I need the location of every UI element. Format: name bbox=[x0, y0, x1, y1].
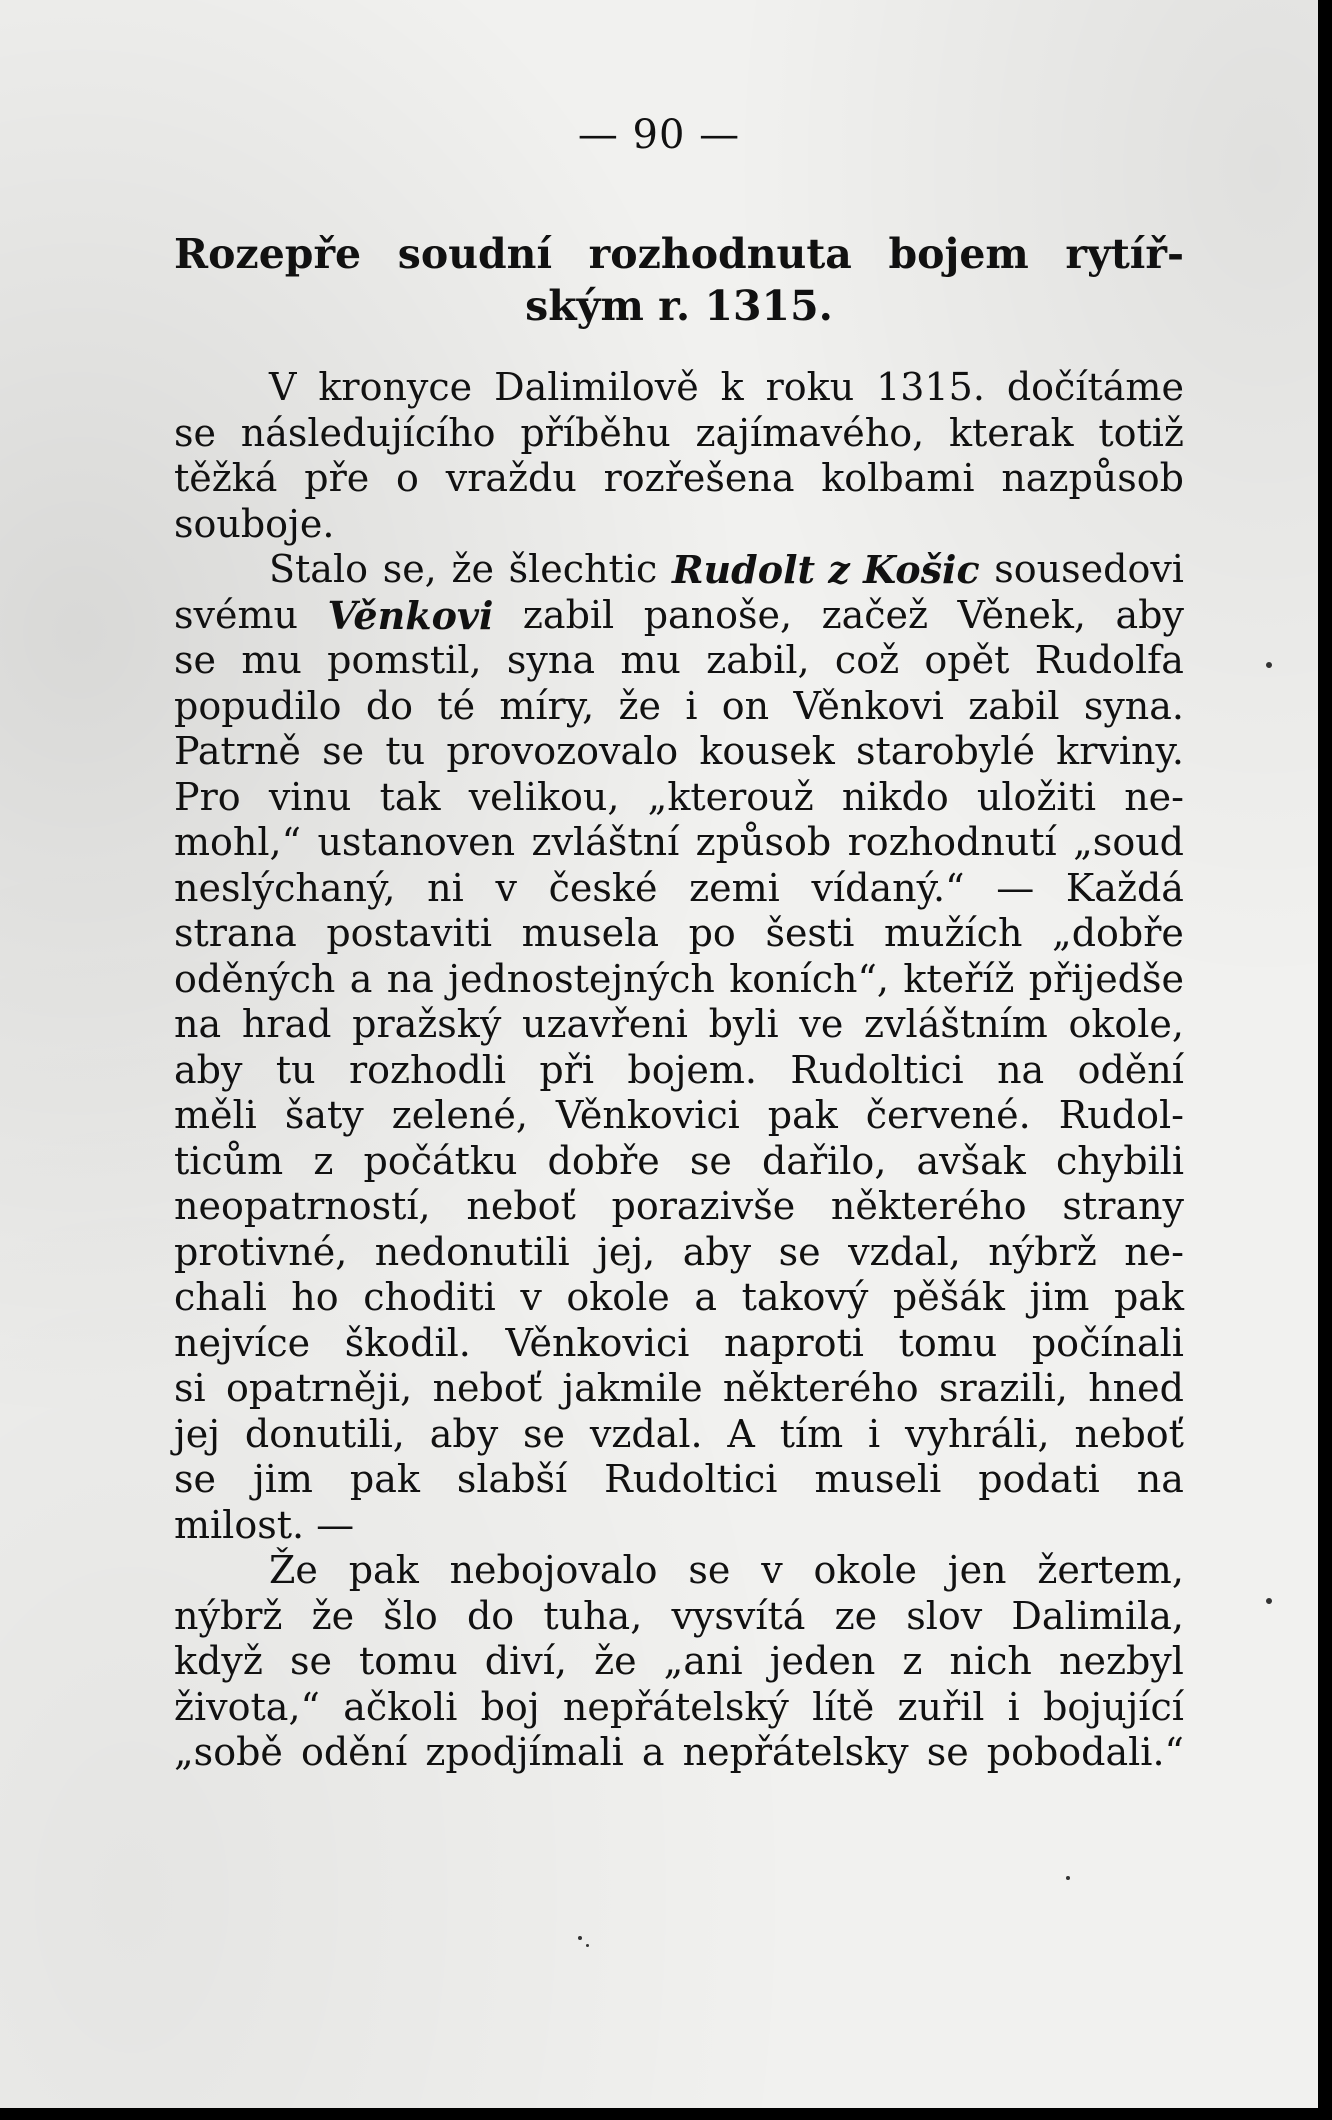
text-word: Dalimila, bbox=[1011, 1593, 1184, 1638]
text-word: Věnkovi bbox=[793, 683, 944, 728]
page-number: — 90 — bbox=[577, 112, 741, 158]
text-word: aby bbox=[682, 1229, 752, 1274]
text-word: Věnkovici bbox=[505, 1320, 690, 1365]
text-word: Že bbox=[269, 1548, 318, 1592]
text-word: mohl,“ bbox=[174, 820, 302, 864]
text-line bbox=[174, 1275, 1184, 1321]
text-word: neslýchaný, bbox=[174, 865, 396, 910]
text-word: žertem, bbox=[1037, 1548, 1184, 1592]
text-word: pak bbox=[348, 1548, 419, 1592]
text-word: jim bbox=[252, 1457, 313, 1501]
text-word: „sobě bbox=[174, 1730, 283, 1774]
text-word: i bbox=[1007, 1684, 1020, 1729]
text-word: Patrně bbox=[174, 729, 301, 773]
text-word: ho bbox=[291, 1275, 339, 1319]
text-line bbox=[174, 1685, 1184, 1731]
text-word: porazivše bbox=[611, 1184, 796, 1228]
text-word: začež bbox=[821, 592, 929, 637]
text-word: zuřil bbox=[897, 1684, 985, 1729]
text-word: jen bbox=[947, 1548, 1007, 1592]
text-line bbox=[174, 1139, 1184, 1185]
text-word: zvláštní bbox=[531, 820, 680, 864]
text-line bbox=[174, 775, 1184, 821]
text-line bbox=[174, 1230, 1184, 1276]
text-word: se bbox=[174, 1457, 216, 1501]
text-word: Pro bbox=[174, 774, 241, 819]
text-word: a bbox=[349, 956, 373, 1001]
text-word: rozhodli bbox=[348, 1047, 506, 1092]
text-line bbox=[174, 1503, 1184, 1549]
text-word: Rudolt z Košic bbox=[671, 547, 980, 592]
text-word: aby bbox=[429, 1411, 499, 1456]
text-word: slabší bbox=[456, 1457, 568, 1501]
text-word: některého bbox=[830, 1184, 1027, 1228]
text-word: aby bbox=[1115, 592, 1184, 637]
text-word: — bbox=[996, 865, 1035, 910]
text-word: nich bbox=[949, 1639, 1032, 1683]
text-word: v bbox=[761, 1548, 783, 1592]
text-word: krviny. bbox=[1056, 729, 1184, 773]
text-word: na bbox=[1136, 1457, 1184, 1501]
text-word: slov bbox=[906, 1593, 983, 1638]
text-word: Každá bbox=[1065, 865, 1184, 910]
text-word: souboje. bbox=[174, 501, 335, 546]
text-word: kousek bbox=[699, 729, 835, 773]
text-word: Rudoltici bbox=[790, 1047, 964, 1092]
text-word: tím bbox=[779, 1411, 844, 1456]
text-word: 1315. bbox=[876, 365, 985, 409]
text-word: těžká bbox=[174, 456, 278, 500]
text-line bbox=[174, 1457, 1184, 1503]
text-word: a bbox=[641, 1730, 665, 1774]
text-word: do bbox=[466, 1593, 515, 1638]
text-word: syna. bbox=[1083, 683, 1184, 728]
text-word: rozhodnutí bbox=[847, 820, 1057, 864]
text-word: na bbox=[386, 956, 434, 1001]
text-word: pak bbox=[349, 1457, 420, 1501]
text-word: mu bbox=[241, 638, 302, 682]
text-word: opět bbox=[924, 638, 1010, 682]
text-word: české bbox=[548, 865, 658, 910]
text-word: totiž bbox=[1098, 410, 1184, 455]
text-word: okole bbox=[566, 1275, 670, 1319]
text-word: že bbox=[451, 547, 494, 591]
text-word: jeden bbox=[769, 1639, 876, 1683]
text-word: na bbox=[997, 1047, 1045, 1092]
text-line bbox=[174, 1093, 1184, 1139]
text-word: pražský bbox=[352, 1002, 502, 1046]
text-word: se bbox=[689, 1138, 732, 1183]
text-line bbox=[174, 638, 1184, 684]
text-word: ne- bbox=[1124, 1229, 1184, 1274]
text-word: — bbox=[316, 1502, 355, 1547]
text-word: pak bbox=[767, 1093, 838, 1137]
print-speck bbox=[586, 1944, 589, 1947]
text-word: museli bbox=[814, 1457, 942, 1501]
text-word: se bbox=[289, 1639, 332, 1683]
text-word: se bbox=[174, 410, 216, 455]
text-word: dařilo, bbox=[761, 1138, 887, 1183]
text-word: příběhu bbox=[520, 410, 671, 455]
text-word: jej bbox=[174, 1411, 221, 1456]
text-word: života,“ bbox=[174, 1684, 320, 1729]
text-word: škodil. bbox=[344, 1320, 471, 1365]
text-word: se bbox=[174, 638, 216, 682]
text-word: že bbox=[618, 683, 662, 728]
text-word: strana bbox=[174, 911, 297, 955]
text-word: „dobře bbox=[1052, 911, 1184, 955]
text-word: choditi bbox=[363, 1275, 496, 1319]
text-word: srazili, bbox=[939, 1366, 1068, 1410]
text-word: mu bbox=[620, 638, 681, 682]
text-word: vídaný.“ bbox=[811, 865, 965, 910]
text-word: v bbox=[520, 1275, 542, 1319]
text-word: neboť bbox=[432, 1366, 542, 1410]
text-word: chybili bbox=[1055, 1138, 1184, 1183]
text-word: vraždu bbox=[445, 456, 577, 500]
text-word: mužích bbox=[883, 911, 1023, 955]
text-word: šlechtic bbox=[508, 547, 658, 591]
text-line bbox=[174, 456, 1184, 502]
text-line bbox=[174, 1321, 1184, 1367]
text-word: boj bbox=[480, 1684, 540, 1729]
text-word: ustanoven bbox=[317, 820, 516, 864]
text-word: pomstil, bbox=[327, 638, 482, 682]
text-word: aby bbox=[174, 1047, 243, 1092]
text-word: Rudol- bbox=[1058, 1093, 1184, 1137]
text-word: vzdal, bbox=[848, 1229, 961, 1274]
text-word: milost. bbox=[174, 1502, 305, 1547]
text-word: v bbox=[495, 865, 517, 910]
title-word: bojem bbox=[888, 230, 1029, 278]
text-word: míry, bbox=[499, 683, 595, 728]
text-word: pře bbox=[304, 456, 370, 500]
text-word: kterak bbox=[948, 410, 1074, 455]
text-line bbox=[174, 911, 1184, 957]
text-word: přijedše bbox=[1028, 956, 1184, 1001]
text-word: starobylé bbox=[856, 729, 1035, 773]
text-word: okole bbox=[813, 1548, 917, 1592]
text-word: zabil bbox=[522, 592, 615, 637]
text-word: kronyce bbox=[318, 365, 473, 409]
chapter-title-line-2: ským r. 1315. bbox=[525, 282, 833, 330]
text-line bbox=[174, 1639, 1184, 1685]
text-word: při bbox=[539, 1047, 595, 1092]
text-word: z bbox=[902, 1639, 923, 1683]
text-word: se bbox=[523, 1411, 566, 1456]
text-word: diví, bbox=[484, 1639, 567, 1683]
text-line bbox=[174, 866, 1184, 912]
text-word: nedonutili bbox=[374, 1229, 570, 1274]
text-word: chali bbox=[174, 1275, 267, 1319]
text-line bbox=[174, 1002, 1184, 1048]
text-word: ze bbox=[834, 1593, 878, 1638]
text-line bbox=[174, 1548, 1184, 1594]
text-word: měli bbox=[174, 1093, 257, 1137]
text-word: tu bbox=[275, 1047, 316, 1092]
text-word: vzdal. bbox=[589, 1411, 703, 1456]
text-word: kteříž bbox=[903, 956, 1015, 1001]
text-word: postaviti bbox=[326, 911, 493, 955]
text-word: Dalimilově bbox=[494, 365, 699, 409]
text-word: Rudolfa bbox=[1034, 638, 1184, 682]
text-word: odění bbox=[1077, 1047, 1184, 1092]
text-word: ne- bbox=[1124, 774, 1184, 819]
text-word: protivné, bbox=[174, 1229, 348, 1274]
text-word: tu bbox=[385, 729, 426, 773]
text-word: dobře bbox=[547, 1138, 660, 1183]
text-word: nýbrž bbox=[988, 1229, 1097, 1274]
text-word: dočítáme bbox=[1006, 365, 1184, 409]
text-line bbox=[174, 365, 1184, 411]
text-line bbox=[174, 547, 1184, 593]
text-word: byli bbox=[708, 1002, 779, 1046]
text-word: Stalo bbox=[269, 547, 368, 591]
text-word: nezbyl bbox=[1059, 1639, 1184, 1683]
text-word: i bbox=[685, 683, 698, 728]
text-word: syna bbox=[506, 638, 596, 682]
text-word: „kterouž bbox=[647, 774, 814, 819]
text-word: se bbox=[778, 1229, 821, 1274]
text-word: nepřátelsky bbox=[682, 1730, 909, 1774]
text-line bbox=[174, 820, 1184, 866]
text-word: uložiti bbox=[976, 774, 1096, 819]
text-word: jednostejných bbox=[448, 956, 715, 1001]
text-word: nejvíce bbox=[174, 1320, 311, 1365]
text-word: pobodali.“ bbox=[986, 1730, 1184, 1774]
text-word: sousedovi bbox=[994, 547, 1184, 591]
text-word: počátku bbox=[363, 1138, 518, 1183]
text-word: ni bbox=[427, 865, 464, 910]
text-word: on bbox=[721, 683, 770, 728]
text-word: strany bbox=[1062, 1184, 1184, 1228]
text-line bbox=[174, 1184, 1184, 1230]
text-word: se bbox=[926, 1730, 969, 1774]
text-word: svému bbox=[174, 592, 298, 637]
text-word: ve bbox=[799, 1002, 844, 1046]
text-line bbox=[174, 684, 1184, 730]
text-line bbox=[174, 1048, 1184, 1094]
text-word: A bbox=[727, 1411, 755, 1456]
text-word: se, bbox=[382, 547, 437, 591]
title-word: Rozepře bbox=[174, 230, 362, 278]
text-word: jakmile bbox=[562, 1366, 703, 1410]
text-line bbox=[174, 593, 1184, 639]
text-line bbox=[174, 1366, 1184, 1412]
text-word: roku bbox=[765, 365, 855, 409]
text-word: nebojovalo bbox=[449, 1548, 658, 1592]
text-word: uzavřeni bbox=[522, 1002, 688, 1046]
text-word: do bbox=[365, 683, 414, 728]
text-word: „soud bbox=[1073, 820, 1184, 864]
text-word: následujícího bbox=[240, 410, 496, 455]
text-word: neboť bbox=[1074, 1411, 1184, 1456]
text-word: si bbox=[174, 1366, 206, 1410]
text-word: V bbox=[269, 365, 297, 409]
text-line bbox=[174, 957, 1184, 1003]
title-word: rytíř- bbox=[1065, 230, 1184, 278]
text-word: ačkoli bbox=[343, 1684, 458, 1729]
text-word: nikdo bbox=[841, 774, 949, 819]
text-line bbox=[174, 502, 1184, 548]
text-word: rozřešena bbox=[603, 456, 795, 500]
text-word: některého bbox=[722, 1366, 919, 1410]
text-word: vinu bbox=[268, 774, 352, 819]
text-word: Věnkovici bbox=[555, 1093, 740, 1137]
text-word: naproti bbox=[724, 1320, 864, 1365]
text-word: podati bbox=[978, 1457, 1100, 1501]
text-word: zabil bbox=[968, 683, 1060, 728]
text-word: velikou, bbox=[468, 774, 620, 819]
text-word: odění bbox=[300, 1730, 408, 1774]
text-word: panoše, bbox=[643, 592, 793, 637]
text-word: hrad bbox=[241, 1002, 332, 1046]
text-word: avšak bbox=[916, 1138, 1026, 1183]
text-word: musela bbox=[521, 911, 659, 955]
text-word: hned bbox=[1088, 1366, 1184, 1410]
text-word: ticům bbox=[174, 1138, 284, 1183]
text-word: koních“, bbox=[729, 956, 889, 1001]
text-word: že bbox=[594, 1639, 637, 1683]
text-word: z bbox=[313, 1138, 334, 1183]
text-word: zajímavého, bbox=[695, 410, 925, 455]
text-word: pak bbox=[1113, 1275, 1184, 1319]
text-word: vyhráli, bbox=[905, 1411, 1050, 1456]
text-word: a bbox=[694, 1275, 717, 1319]
text-word: neopatrností, bbox=[174, 1184, 431, 1228]
text-word: nýbrž bbox=[174, 1593, 283, 1638]
text-word: tomu bbox=[898, 1320, 998, 1365]
text-word: což bbox=[834, 638, 900, 682]
text-word: způsob bbox=[695, 820, 832, 864]
text-word: pěšák bbox=[892, 1275, 1005, 1319]
text-word: počínali bbox=[1031, 1320, 1184, 1365]
text-word: zemi bbox=[689, 865, 780, 910]
text-word: šesti bbox=[765, 911, 855, 955]
text-word: šaty bbox=[284, 1093, 364, 1137]
text-word: provozovalo bbox=[446, 729, 679, 773]
text-word: zabil, bbox=[706, 638, 810, 682]
text-line bbox=[174, 1730, 1184, 1776]
text-word: tak bbox=[379, 774, 441, 819]
text-word: té bbox=[437, 683, 476, 728]
text-word: nepřátelský bbox=[562, 1684, 789, 1729]
text-word: „ani bbox=[663, 1639, 743, 1683]
text-word: vysvítá bbox=[671, 1593, 806, 1638]
text-line bbox=[174, 411, 1184, 457]
chapter-title-line-1 bbox=[174, 228, 1184, 280]
text-word: zpodjímali bbox=[425, 1730, 624, 1774]
print-speck bbox=[578, 1936, 582, 1940]
text-word: lítě bbox=[812, 1684, 875, 1729]
text-word: i bbox=[868, 1411, 881, 1456]
text-word: bojující bbox=[1043, 1684, 1184, 1729]
text-word: zvláštním bbox=[864, 1002, 1048, 1046]
print-speck bbox=[1266, 1598, 1272, 1604]
text-word: se bbox=[688, 1548, 731, 1592]
text-word: Věnek, bbox=[957, 592, 1087, 637]
text-word: kolbami bbox=[821, 456, 975, 500]
text-word: zelené, bbox=[391, 1093, 528, 1137]
text-word: okole, bbox=[1068, 1002, 1184, 1046]
title-word: soudní bbox=[397, 230, 553, 278]
text-word: jim bbox=[1029, 1275, 1090, 1319]
chapter-title bbox=[174, 228, 1184, 332]
title-word: rozhodnuta bbox=[588, 230, 852, 278]
text-line bbox=[174, 1594, 1184, 1640]
text-word: Věnkovi bbox=[327, 592, 494, 638]
text-word: takový bbox=[741, 1275, 869, 1319]
text-word: Rudoltici bbox=[604, 1457, 778, 1501]
text-word: nazpůsob bbox=[1001, 456, 1184, 500]
text-word: šlo bbox=[383, 1593, 438, 1638]
print-speck bbox=[1266, 662, 1272, 668]
print-speck bbox=[1066, 1876, 1070, 1880]
text-word: neboť bbox=[466, 1184, 576, 1228]
text-word: popudilo bbox=[174, 683, 342, 728]
text-word: oděných bbox=[174, 956, 336, 1001]
text-word: opatrněji, bbox=[225, 1366, 413, 1410]
text-word: červené. bbox=[865, 1093, 1031, 1137]
text-word: že bbox=[311, 1593, 355, 1638]
text-word: se bbox=[322, 729, 365, 773]
text-word: na bbox=[174, 1002, 222, 1046]
text-line bbox=[174, 729, 1184, 775]
text-word: donutili, bbox=[244, 1411, 405, 1456]
text-word: bojem. bbox=[627, 1047, 757, 1092]
text-line bbox=[174, 1412, 1184, 1458]
text-word: o bbox=[396, 456, 419, 500]
body-text bbox=[174, 365, 1184, 1776]
text-word: k bbox=[720, 365, 744, 409]
text-word: když bbox=[174, 1639, 263, 1683]
text-word: jej, bbox=[597, 1229, 656, 1274]
text-word: tuha, bbox=[543, 1593, 643, 1638]
text-word: po bbox=[688, 911, 736, 955]
text-word: tomu bbox=[359, 1639, 458, 1683]
